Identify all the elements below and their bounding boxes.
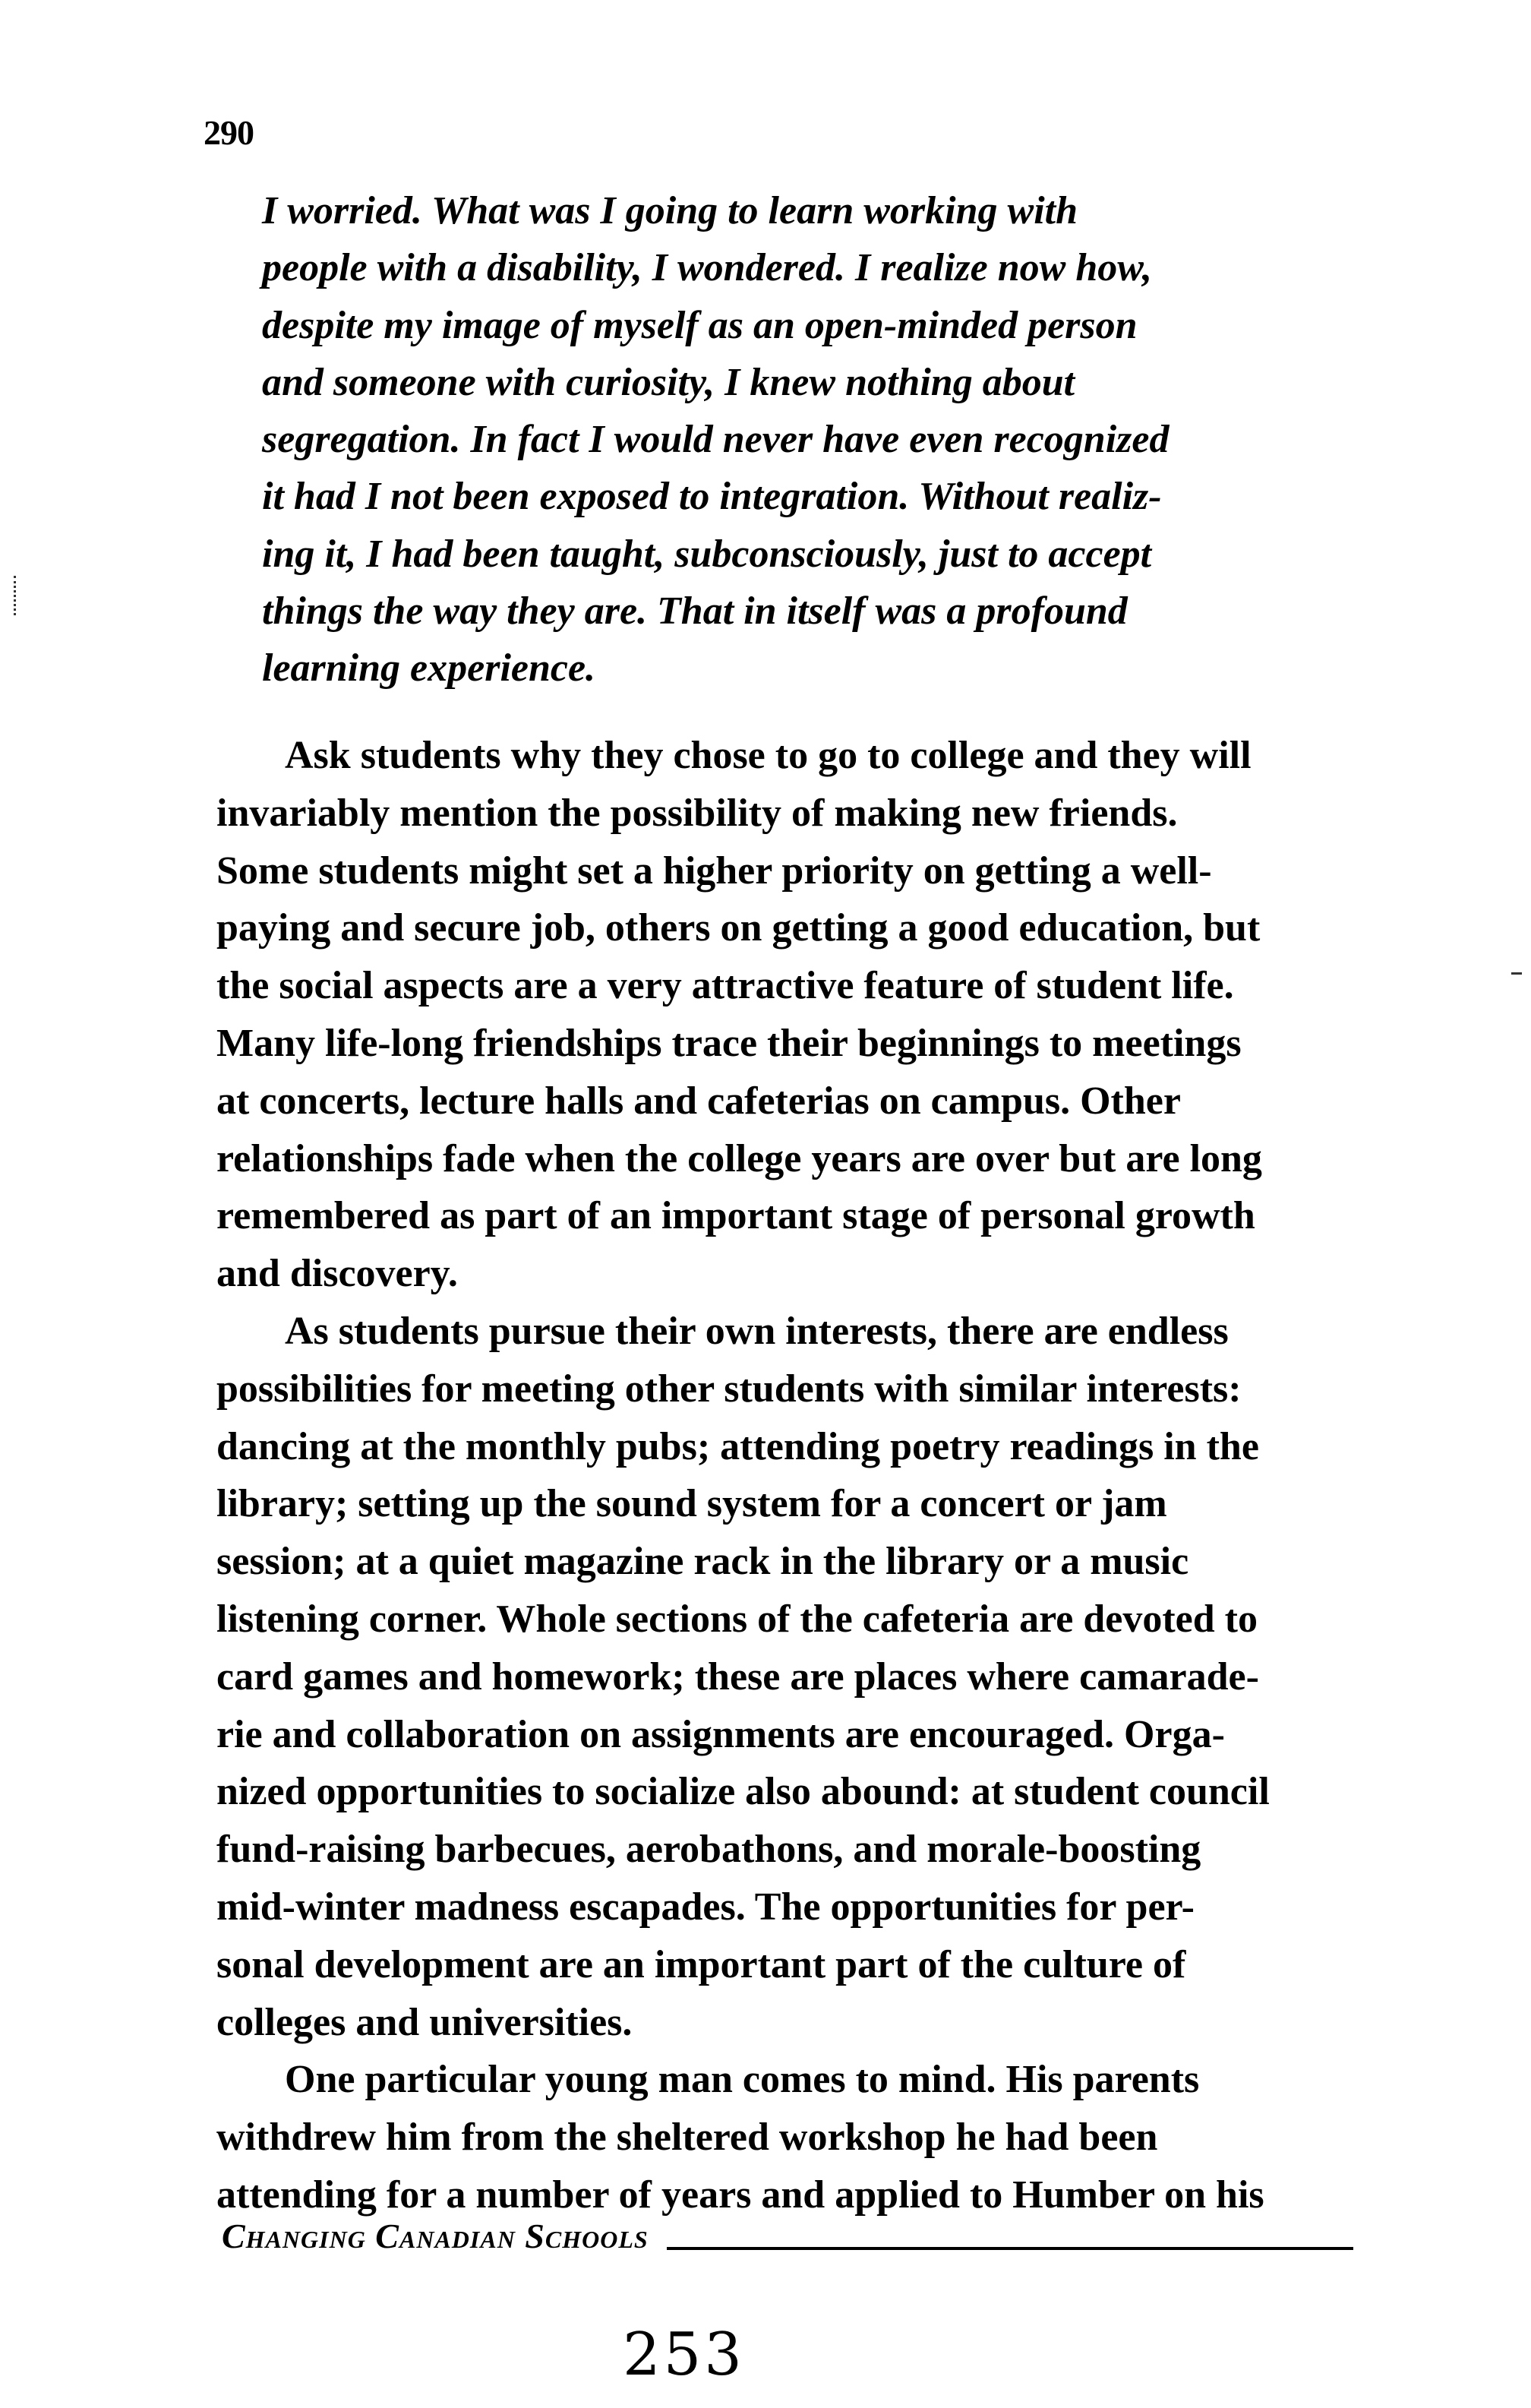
text-line: invariably mention the possibility of making new friends. <box>216 791 1178 835</box>
text-line: Some students might set a higher priority on getting a well- <box>216 848 1212 893</box>
paragraph-2 <box>216 1303 1356 2051</box>
quote-line: segregation. In fact I would never have even recognized <box>262 418 1170 462</box>
quote-line: despite my image of myself as an open-minded person <box>262 303 1138 347</box>
paragraph-3 <box>216 2051 1356 2223</box>
text-line: card games and homework; these are places where camarade- <box>216 1654 1259 1699</box>
text-line: Many life-long friendships trace their beginnings to meetings <box>216 1021 1242 1065</box>
quote-line: learning experience. <box>262 646 596 690</box>
text-line: One particular young man comes to mind. His parents <box>285 2058 1200 2102</box>
text-line: and discovery. <box>216 1252 458 1296</box>
text-line: nized opportunities to socialize also abound: at student council <box>216 1770 1270 1814</box>
text-line: relationships fade when the college years are over but are long <box>216 1136 1262 1180</box>
text-line: Ask students why they chose to go to college and they will <box>285 734 1252 777</box>
text-line: rie and collaboration on assignments are encouraged. Orga- <box>216 1712 1225 1756</box>
quote-line: things the way they are. That in itself was a profound <box>262 589 1128 634</box>
quote-line: I worried. What was I going to learn working with <box>262 189 1078 232</box>
text-line: sonal development are an important part of the culture of <box>216 1942 1186 1986</box>
block-quote <box>262 182 1280 697</box>
text-line: listening corner. Whole sections of the cafeteria are devoted to <box>216 1597 1258 1641</box>
quote-line: and someone with curiosity, I knew nothing about <box>262 360 1075 404</box>
book-title: Changing Canadian Schools <box>222 2216 649 2255</box>
text-line: library; setting up the sound system for a concert or jam <box>216 1482 1167 1526</box>
text-line: remembered as part of an important stage of personal growth <box>216 1194 1255 1238</box>
archive-page-stamp: 253 <box>623 2321 745 2389</box>
quote-line: ing it, I had been taught, subconsciously, just to accept <box>262 532 1152 576</box>
text-line: dancing at the monthly pubs; attending poetry readings in the <box>216 1424 1259 1468</box>
text-line: fund-raising barbecues, aerobathons, and morale-boosting <box>216 1828 1201 1872</box>
quote-line: people with a disability, I wondered. I realize now how, <box>262 246 1153 290</box>
text-line: the social aspects are a very attractive feature of student life. <box>216 964 1234 1008</box>
scan-margin-mark <box>1511 972 1522 975</box>
text-line: paying and secure job, others on getting a good education, but <box>216 906 1261 950</box>
text-line: As students pursue their own interests, there are endless <box>285 1309 1229 1353</box>
text-line: at concerts, lecture halls and cafeterias on campus. Other <box>216 1079 1181 1123</box>
running-footer <box>222 2209 1353 2262</box>
text-line: mid-winter madness escapades. The opportunities for per- <box>216 1885 1195 1929</box>
paragraph-1 <box>216 727 1356 1303</box>
text-line: session; at a quiet magazine rack in the library or a music <box>216 1540 1189 1584</box>
text-line: withdrew him from the sheltered workshop he had been <box>216 2116 1158 2160</box>
body-text <box>216 727 1356 2224</box>
footer-rule <box>667 2247 1353 2250</box>
text-line: colleges and universities. <box>216 2000 633 2044</box>
scan-margin-mark <box>14 576 21 615</box>
text-line: possibilities for meeting other students with similar interests: <box>216 1367 1242 1411</box>
text-line: attending for a number of years and applied to Humber on his <box>216 2173 1264 2217</box>
page-number: 290 <box>204 113 254 152</box>
quote-line: it had I not been exposed to integration. Without realiz- <box>262 475 1162 519</box>
